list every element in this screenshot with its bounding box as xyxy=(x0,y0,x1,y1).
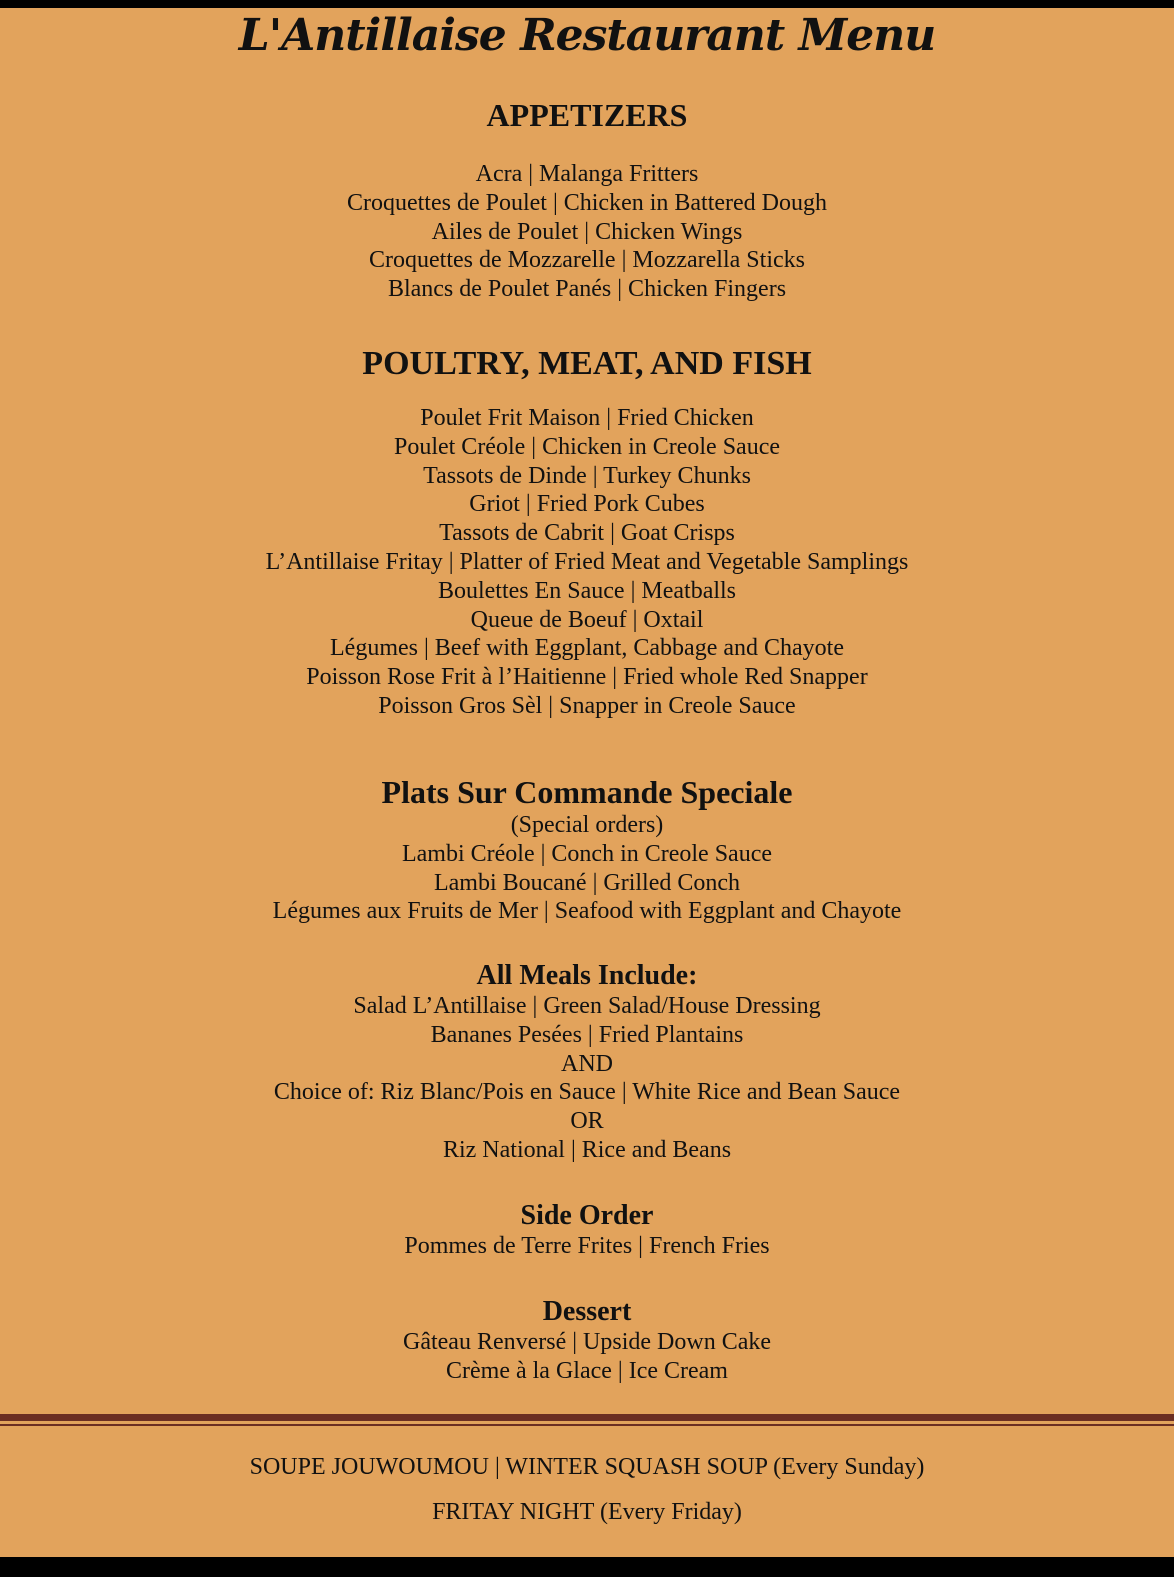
list-item: Légumes | Beef with Eggplant, Cabbage and Chayote xyxy=(330,635,844,662)
side-order-section xyxy=(0,1200,1174,1261)
footer-fritay-line: FRITAY NIGHT (Every Friday) xyxy=(432,1499,742,1525)
dessert-heading: Dessert xyxy=(542,1296,632,1327)
menu-title: L'Antillaise Restaurant Menu xyxy=(238,10,936,61)
list-item: Lambi Créole | Conch in Creole Sauce xyxy=(401,840,773,867)
list-item: Bananes Pesées | Fried Plantains xyxy=(430,1021,744,1048)
meals-include-list xyxy=(0,992,1174,1165)
side-order-list xyxy=(0,1232,1174,1261)
list-item: Tassots de Dinde | Turkey Chunks xyxy=(423,462,751,489)
list-item: Légumes aux Fruits de Mer | Seafood with Eggplant and Chayote xyxy=(272,898,902,925)
dessert-section xyxy=(0,1296,1174,1386)
list-item: Pommes de Terre Frites | French Fries xyxy=(404,1233,770,1259)
list-item: Salad L’Antillaise | Green Salad/House Dressing xyxy=(353,993,821,1019)
list-item: Poulet Créole | Chicken in Creole Sauce xyxy=(393,433,781,460)
list-item: Queue de Boeuf | Oxtail xyxy=(470,606,704,633)
poultry-section xyxy=(0,344,1174,721)
list-item: Croquettes de Poulet | Chicken in Battered Dough xyxy=(346,189,828,216)
list-item: OR xyxy=(570,1108,604,1135)
side-order-heading: Side Order xyxy=(520,1200,654,1231)
menu-page xyxy=(0,8,1174,1557)
meals-include-section xyxy=(0,960,1174,1165)
list-item: L’Antillaise Fritay | Platter of Fried Meat and Vegetable Samplings xyxy=(265,548,909,575)
list-item: Boulettes En Sauce | Meatballs xyxy=(437,577,737,604)
poultry-list xyxy=(0,404,1174,721)
divider-thin xyxy=(0,1424,1174,1426)
appetizers-list xyxy=(0,160,1174,304)
list-item: Gâteau Renversé | Upside Down Cake xyxy=(402,1329,772,1355)
appetizers-section xyxy=(0,96,1174,304)
list-item: Poulet Frit Maison | Fried Chicken xyxy=(420,405,754,431)
list-item: AND xyxy=(561,1050,613,1077)
list-item: Poisson Rose Frit à l’Haitienne | Fried whole Red Snapper xyxy=(306,664,868,691)
list-item: Choice of: Riz Blanc/Pois en Sauce | White Rice and Bean Sauce xyxy=(273,1079,901,1106)
list-item: Croquettes de Mozzarelle | Mozzarella Sticks xyxy=(369,247,805,274)
list-item: Ailes de Poulet | Chicken Wings xyxy=(431,218,743,245)
list-item: Blancs de Poulet Panés | Chicken Fingers xyxy=(387,276,787,303)
list-item: Riz National | Rice and Beans xyxy=(442,1136,732,1163)
specials-list xyxy=(0,840,1174,926)
list-item: Poisson Gros Sèl | Snapper in Creole Sauce xyxy=(378,692,796,719)
list-item: Lambi Boucané | Grilled Conch xyxy=(433,869,741,896)
list-item: Acra | Malanga Fritters xyxy=(475,161,699,187)
list-item: Tassots de Cabrit | Goat Crisps xyxy=(439,520,735,547)
dessert-list xyxy=(0,1328,1174,1386)
list-item: Griot | Fried Pork Cubes xyxy=(469,491,705,518)
list-item: Crème à la Glace | Ice Cream xyxy=(446,1357,728,1384)
footer-soup-line: SOUPE JOUWOUMOU | WINTER SQUASH SOUP (Every Sunday) xyxy=(249,1454,925,1480)
specials-note: (Special orders) xyxy=(510,812,664,838)
specials-section xyxy=(0,773,1174,926)
divider-thick xyxy=(0,1414,1174,1421)
meals-include-heading: All Meals Include: xyxy=(476,960,698,991)
poultry-heading: POULTRY, MEAT, AND FISH xyxy=(362,345,812,382)
appetizers-heading: APPETIZERS xyxy=(486,97,688,133)
specials-heading: Plats Sur Commande Speciale xyxy=(381,774,793,810)
